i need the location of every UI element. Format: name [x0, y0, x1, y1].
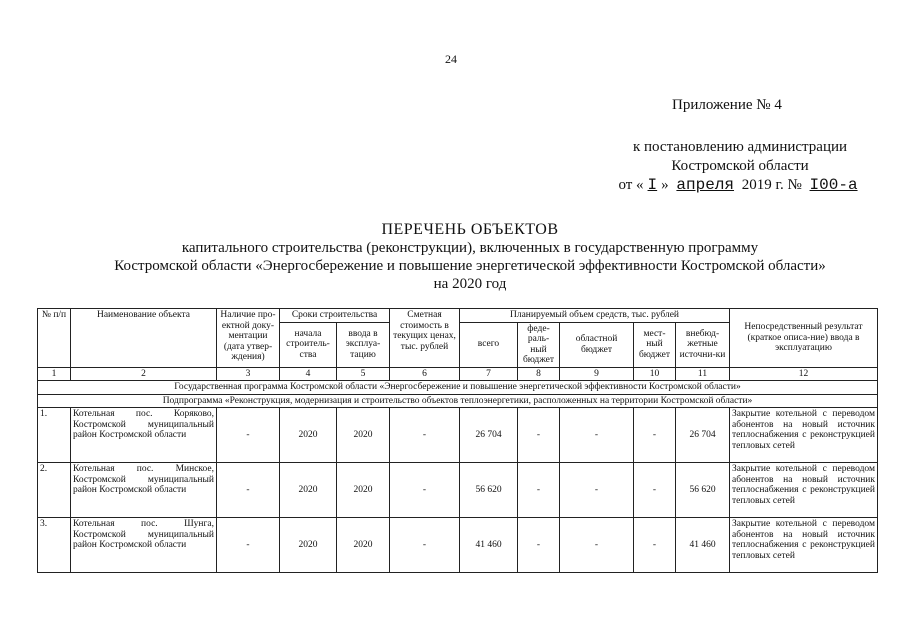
header-name: Наименование объекта [71, 309, 217, 368]
row-commission: 2020 [337, 463, 390, 518]
subprogram-title: Подпрограмма «Реконструкция, модернизация и строительство объектов теплоэнергетики, расположенных на территории Костромской области» [38, 394, 878, 408]
row-commission: 2020 [337, 518, 390, 573]
subprogram-row [38, 394, 878, 408]
date-day: I [647, 176, 658, 194]
column-number: 11 [676, 367, 730, 381]
appendix-label: Приложение № 4 [672, 97, 782, 113]
date-prefix: от « [618, 177, 644, 193]
resolution-number: I00-а [809, 176, 858, 194]
header-num: № п/п [38, 309, 71, 368]
header-start: начала строитель-ства [280, 322, 337, 367]
column-number: 2 [71, 367, 217, 381]
row-regional: - [560, 408, 634, 463]
document-title [60, 221, 880, 293]
table-row [38, 463, 878, 518]
row-name: Котельная пос. Шунга, Костромской муниципальный район Костромской области [71, 518, 217, 573]
row-result: Закрытие котельной с переводом абонентов на новый источник теплоснабжения с реконструкцией тепловых сетей [730, 518, 878, 573]
row-local: - [634, 463, 676, 518]
page-number: 24 [445, 52, 457, 66]
date-mid: » [661, 177, 669, 193]
header-regional: областной бюджет [560, 322, 634, 367]
header-docs: Наличие про-ектной доку-ментации (дата утвер-ждения) [217, 309, 280, 368]
header-planned: Планируемый объем средств, тыс. рублей [460, 309, 730, 323]
row-cost: - [390, 463, 460, 518]
row-start: 2020 [280, 408, 337, 463]
row-federal: - [518, 463, 560, 518]
header-cost: Сметная стоимость в текущих ценах, тыс. рублей [390, 309, 460, 368]
title-main: ПЕРЕЧЕНЬ ОБЪЕКТОВ [381, 221, 559, 238]
column-number: 9 [560, 367, 634, 381]
resolution-line-2: Костромской области [671, 158, 809, 174]
column-number: 3 [217, 367, 280, 381]
column-number: 12 [730, 367, 878, 381]
header-commission: ввода в эксплуа-тацию [337, 322, 390, 367]
row-federal: - [518, 518, 560, 573]
row-name: Котельная пос. Коряково, Костромской муниципальный район Костромской области [71, 408, 217, 463]
resolution-date-line [560, 176, 902, 195]
column-number: 8 [518, 367, 560, 381]
row-regional: - [560, 463, 634, 518]
header-row-1 [38, 309, 878, 323]
row-result: Закрытие котельной с переводом абонентов на новый источник теплоснабжения с реконструкцией тепловых сетей [730, 463, 878, 518]
row-docs: - [217, 463, 280, 518]
row-total: 41 460 [460, 518, 518, 573]
row-total: 56 620 [460, 463, 518, 518]
row-cost: - [390, 408, 460, 463]
row-federal: - [518, 408, 560, 463]
row-num: 2. [38, 463, 71, 518]
header-result: Непосредственный результат (краткое описа-ние) ввода в эксплуатацию [730, 309, 878, 368]
row-name: Котельная пос. Минское, Костромской муниципальный район Костромской области [71, 463, 217, 518]
column-number: 6 [390, 367, 460, 381]
header-extra: внебюд-жетные источни-ки [676, 322, 730, 367]
row-start: 2020 [280, 518, 337, 573]
row-num: 1. [38, 408, 71, 463]
row-extra: 41 460 [676, 518, 730, 573]
program-title: Государственная программа Костромской области «Энергосбережение и повышение энергетической эффективности Костромской области» [38, 381, 878, 395]
objects-table [37, 308, 878, 573]
row-extra: 56 620 [676, 463, 730, 518]
table-row [38, 408, 878, 463]
header-local: мест-ный бюджет [634, 322, 676, 367]
column-number: 4 [280, 367, 337, 381]
row-cost: - [390, 518, 460, 573]
row-extra: 26 704 [676, 408, 730, 463]
resolution-line-1: к постановлению администрации [632, 139, 848, 155]
header-federal: феде-раль-ный бюджет [518, 322, 560, 367]
row-result: Закрытие котельной с переводом абонентов на новый источник теплоснабжения с реконструкцией тепловых сетей [730, 408, 878, 463]
row-docs: - [217, 518, 280, 573]
row-local: - [634, 518, 676, 573]
header-total: всего [460, 322, 518, 367]
table-row [38, 518, 878, 573]
row-local: - [634, 408, 676, 463]
row-docs: - [217, 408, 280, 463]
row-start: 2020 [280, 463, 337, 518]
program-row [38, 381, 878, 395]
column-number: 7 [460, 367, 518, 381]
row-regional: - [560, 518, 634, 573]
row-commission: 2020 [337, 408, 390, 463]
date-month: апреля [676, 176, 735, 194]
resolution-block [560, 138, 902, 195]
title-line-4: на 2020 год [433, 276, 507, 292]
column-number: 5 [337, 367, 390, 381]
row-total: 26 704 [460, 408, 518, 463]
date-year: 2019 г. № [741, 177, 802, 193]
title-line-3: Костромской области «Энергосбережение и повышение энергетической эффективности Костромской области» [114, 258, 826, 274]
column-number: 10 [634, 367, 676, 381]
header-terms: Сроки строительства [280, 309, 390, 323]
column-number-row [38, 367, 878, 381]
column-number: 1 [38, 367, 71, 381]
title-line-2: капитального строительства (реконструкции), включенных в государственную программу [181, 240, 759, 256]
row-num: 3. [38, 518, 71, 573]
